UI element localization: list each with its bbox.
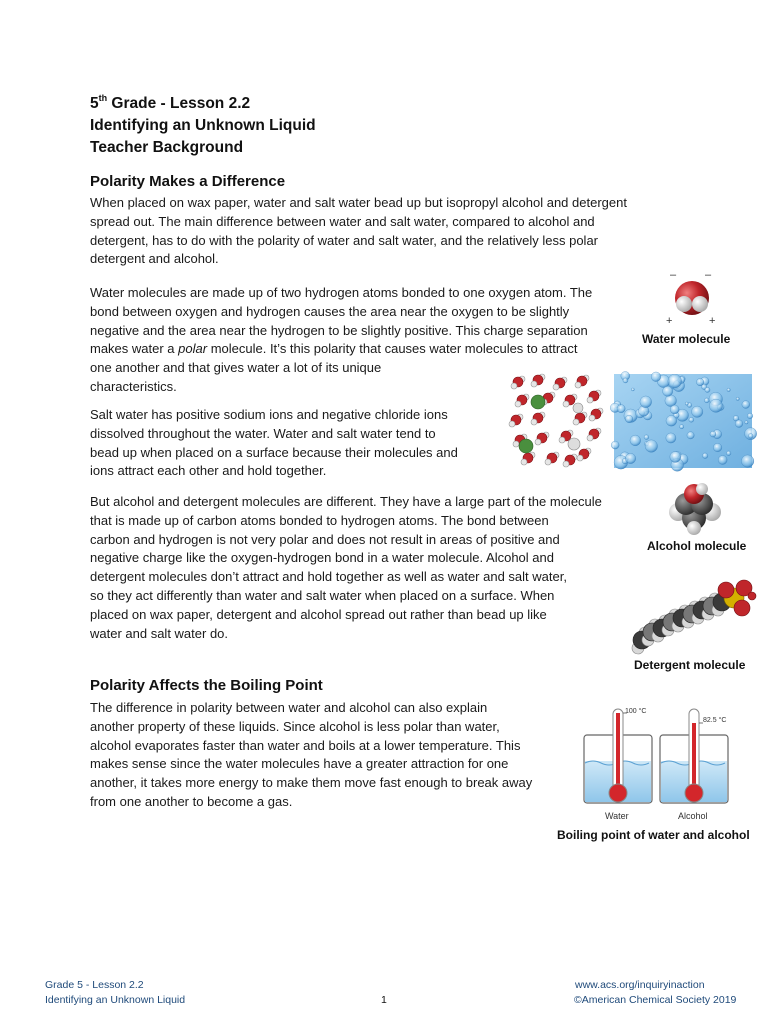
grade-superscript: th	[98, 93, 108, 103]
text-line: When placed on wax paper, water and salt water bead up but isopropyl alcohol and detergent	[90, 195, 627, 210]
footer-website-link[interactable]: www.acs.org/inquiryinaction	[575, 979, 705, 991]
footer-lesson-title: Identifying an Unknown Liquid	[45, 994, 186, 1006]
lesson-title: Identifying an Unknown Liquid	[90, 117, 316, 134]
text-line: so they act differently than water and salt water when placed on a surface. When	[90, 587, 555, 603]
text-segment: molecule. It’s this polarity that causes water molecules to attract	[207, 341, 578, 357]
salt-water-molecules-image	[508, 374, 600, 468]
text-line: characteristics.	[90, 378, 177, 394]
footer-copyright: ©American Chemical Society 2019	[574, 994, 737, 1006]
paragraph-3	[90, 406, 458, 481]
text-line: water and salt water do.	[90, 625, 229, 641]
charge-positive-2: +	[709, 315, 716, 327]
footer-lesson: Grade 5 - Lesson 2.2	[45, 979, 144, 991]
text-line: one another and that gives water a lot of its unique	[90, 360, 382, 376]
charge-negative-2: –	[705, 269, 712, 281]
water-droplets-photo	[614, 374, 752, 468]
text-line: detergent, has to do with the polarity of water and salt water, and the relatively less polar	[90, 232, 599, 248]
text-line: detergent molecules don’t attract and hold together as well as water and salt water,	[90, 569, 567, 585]
detergent-molecule-icon	[630, 570, 760, 656]
grade-number: 5	[90, 95, 99, 112]
grade-lesson-text: Grade - Lesson 2.2	[107, 95, 251, 112]
text-line: ions attract each other and hold together.	[90, 463, 327, 479]
text-line: another property of these liquids. Since alcohol is less polar than water,	[90, 718, 500, 734]
alcohol-temp-label: 82.5 °C	[703, 717, 727, 724]
charge-positive-1: +	[666, 315, 673, 327]
section-heading-polarity: Polarity Makes a Difference	[90, 173, 286, 190]
alcohol-beaker-label: Alcohol	[678, 811, 708, 821]
water-molecule-caption: Water molecule	[642, 332, 731, 346]
paragraph-1	[90, 194, 627, 269]
lesson-grade-title	[90, 95, 250, 113]
text-line: from one another to become a gas.	[90, 793, 293, 809]
text-line: Water molecules are made up of two hydrogen atoms bonded to one oxygen atom. The	[90, 285, 593, 300]
paragraph-5	[90, 699, 532, 812]
section-heading-boiling: Polarity Affects the Boiling Point	[90, 677, 323, 694]
text-line: that is made up of carbon atoms bonded to hydrogen atoms. The bond between	[90, 512, 549, 528]
text-line: negative and the area near the hydrogen to be slightly positive. This charge separation	[90, 322, 588, 338]
text-line: Salt water has positive sodium ions and negative chloride ions	[90, 407, 448, 422]
alcohol-molecule-icon	[666, 482, 724, 534]
text-line: dissolved throughout the water. Water and salt water tend to	[90, 425, 436, 441]
detergent-molecule-caption: Detergent molecule	[634, 658, 746, 672]
text-line: detergent and alcohol.	[90, 251, 219, 267]
charge-negative-1: –	[670, 269, 677, 281]
alcohol-molecule-caption: Alcohol molecule	[647, 539, 747, 553]
text-segment: makes water a	[90, 341, 179, 357]
text-line: bead up when placed on a surface because their molecules and	[90, 444, 458, 460]
boiling-point-caption: Boiling point of water and alcohol	[557, 828, 750, 842]
water-beaker-icon	[584, 709, 652, 803]
polar-italic-word: polar	[178, 341, 208, 357]
text-line: bond between oxygen and hydrogen causes the area near the oxygen to be slightly	[90, 303, 570, 319]
lesson-subtitle: Teacher Background	[90, 139, 244, 156]
text-line: negative charge like the oxygen-hydrogen bond in a water molecule. Alcohol and	[90, 550, 554, 566]
text-line-polar	[90, 340, 592, 359]
water-temp-label: 100 °C	[625, 708, 647, 715]
text-line: alcohol evaporates faster than water and boils at a lower temperature. This	[90, 737, 521, 753]
paragraph-4	[90, 493, 602, 643]
text-line: makes sense since the water molecules have a greater attraction for one	[90, 756, 509, 772]
text-line: spread out. The main difference between water and salt water, compared to alcohol and	[90, 213, 595, 229]
text-line: carbon and hydrogen is not very polar and does not result in areas of positive and	[90, 531, 560, 547]
text-line: placed on wax paper, detergent and alcohol spread out rather than bead up like	[90, 606, 547, 622]
text-line: another, it takes more energy to make them move fast enough to break away	[90, 775, 533, 791]
water-beaker-label: Water	[605, 811, 629, 821]
text-line: The difference in polarity between water and alcohol can also explain	[90, 700, 488, 715]
text-line: But alcohol and detergent molecules are different. They have a large part of the molecule	[90, 494, 602, 509]
page-number: 1	[381, 994, 387, 1006]
